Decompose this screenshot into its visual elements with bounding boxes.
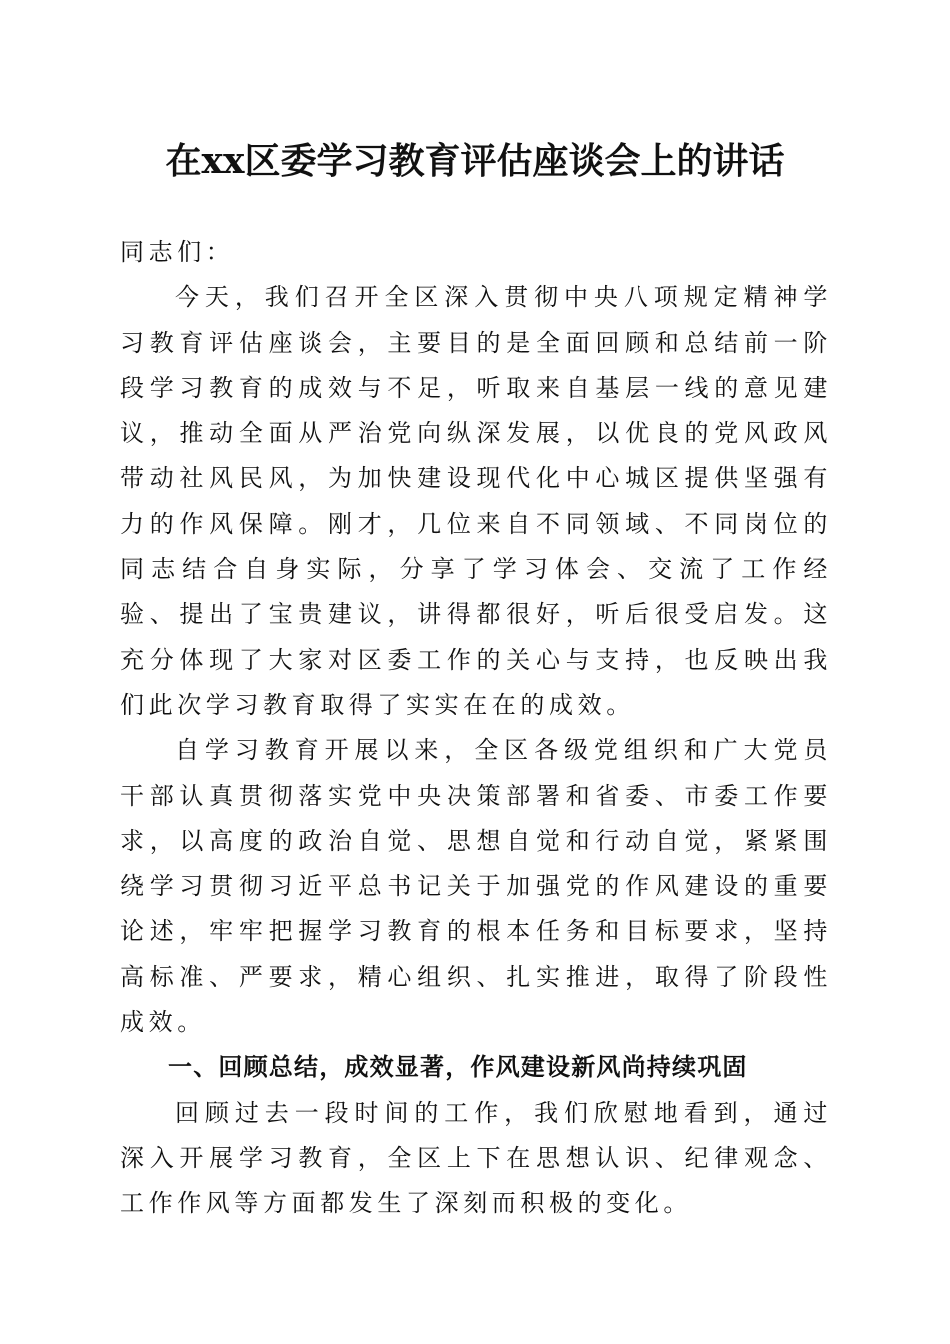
paragraph-section-intro: 回顾过去一段时间的工作，我们欣慰地看到，通过深入开展学习教育，全区上下在思想认识、纪律观念、工作作风等方面都发生了深刻而积极的变化。 bbox=[120, 1098, 832, 1218]
section-heading: 一、回顾总结，成效显著，作风建设新风尚持续巩固 bbox=[168, 1053, 748, 1082]
paragraph-achievements: 自学习教育开展以来，全区各级党组织和广大党员干部认真贯彻落实党中央决策部署和省委、市委工作要求，以高度的政治自觉、思想自觉和行动自觉，紧紧围绕学习贯彻习近平总书记关于加强党的作风建设的重要论述，牢牢把握学习教育的根本任务和目标要求，坚持高标准、严要求，精心组织、扎实推进，取得了阶段性成效。 bbox=[120, 736, 832, 1037]
paragraph-opening: 今天，我们召开全区深入贯彻中央八项规定精神学习教育评估座谈会，主要目的是全面回顾和总结前一阶段学习教育的成效与不足，听取来自基层一线的意见建议，推动全面从严治党向纵深发展，以优良的党风政风带动社风民风，为加快建设现代化中心城区提供坚强有力的作风保障。刚才，几位来自不同领域、不同岗位的同志结合自身实际，分享了学习体会、交流了工作经验、提出了宝贵建议，讲得都很好，听后很受启发。这充分体现了大家对区委工作的关心与支持，也反映出我们此次学习教育取得了实实在在的成效。 bbox=[120, 283, 832, 719]
document-title: 在xx区委学习教育评估座谈会上的讲话 bbox=[165, 140, 785, 182]
salutation: 同志们： bbox=[120, 238, 235, 266]
document-body bbox=[120, 230, 832, 1227]
